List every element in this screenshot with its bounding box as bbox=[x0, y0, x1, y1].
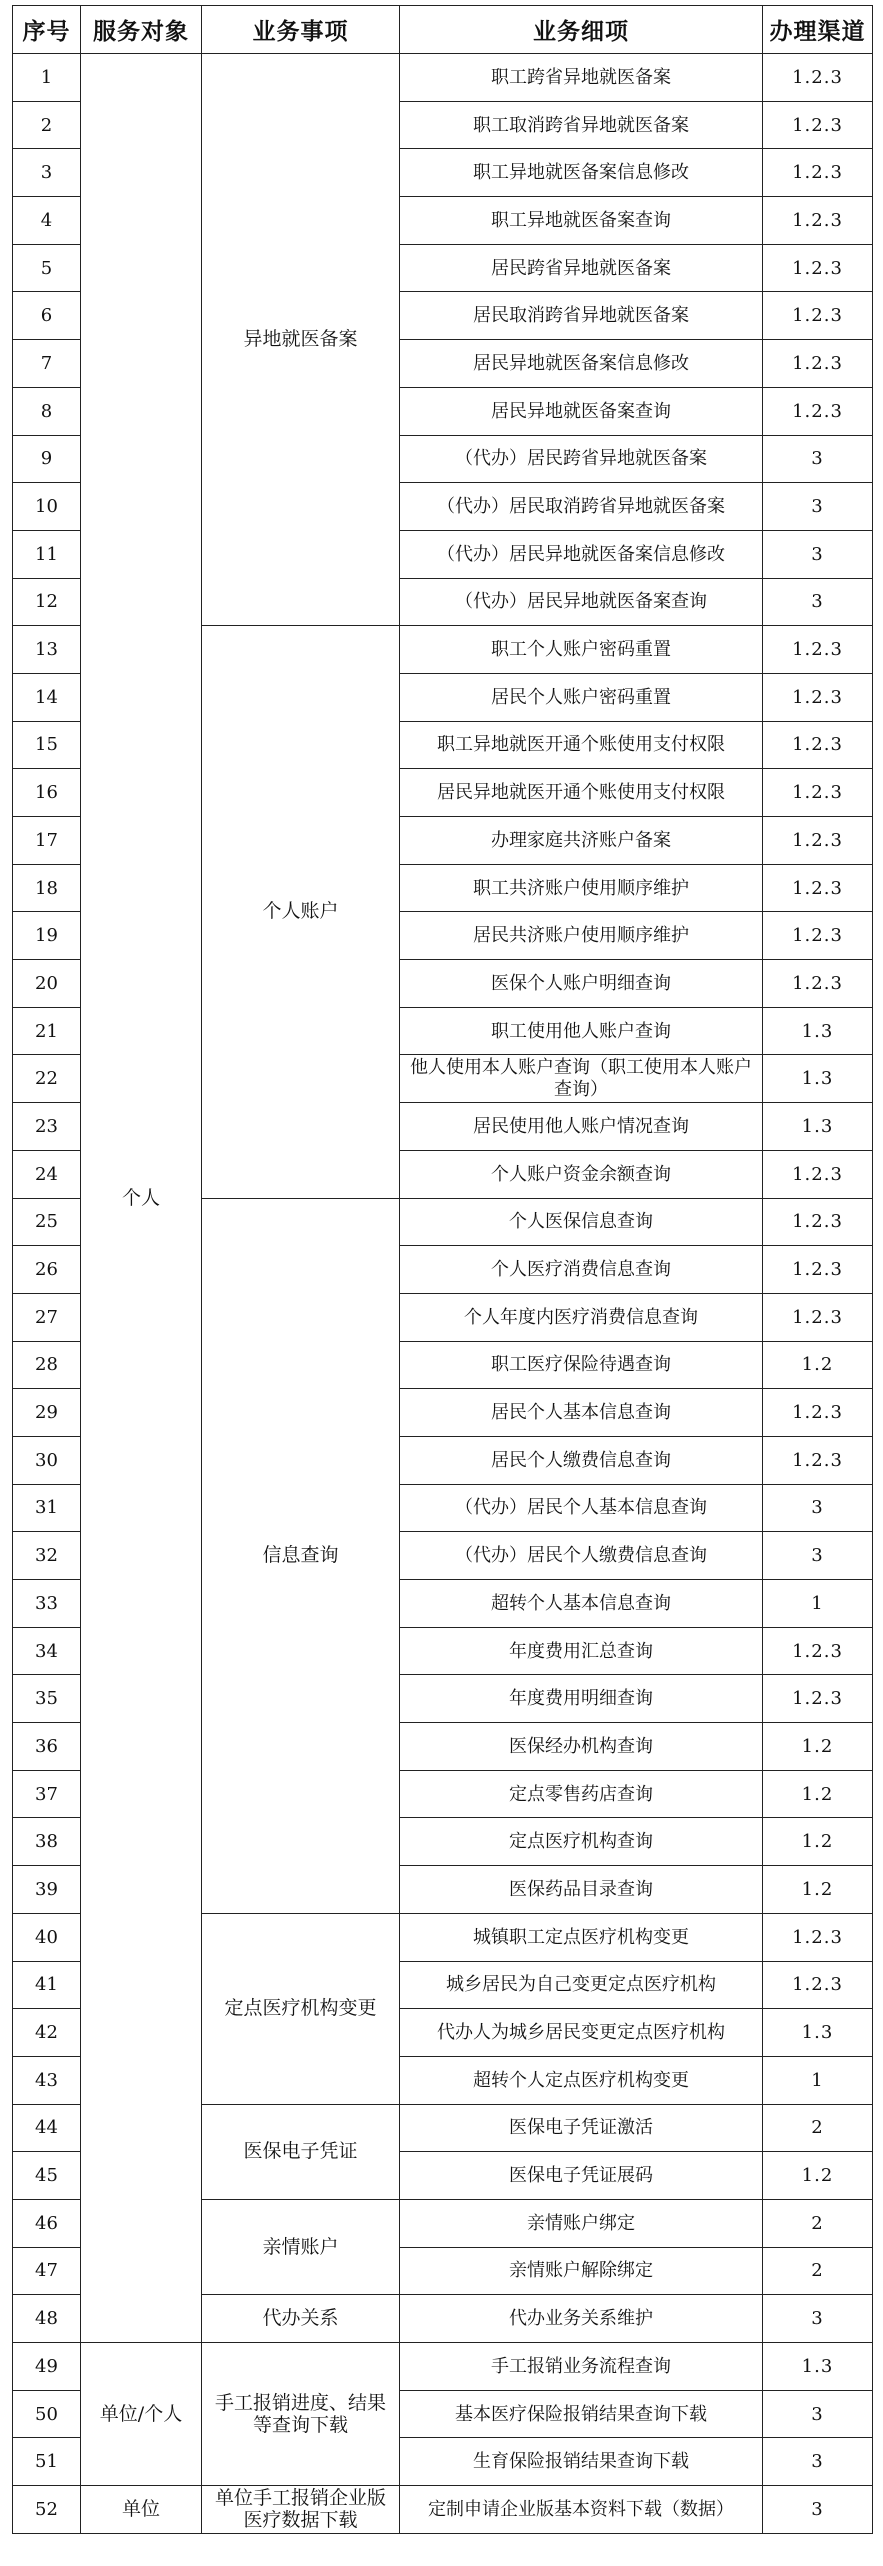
row-number: 42 bbox=[13, 2009, 81, 2057]
row-number: 45 bbox=[13, 2152, 81, 2200]
channel-cell: 1.2.3 bbox=[763, 1961, 873, 2009]
row-number: 3 bbox=[13, 149, 81, 197]
row-number: 30 bbox=[13, 1436, 81, 1484]
channel-cell: 1.3 bbox=[763, 1103, 873, 1151]
channel-cell: 1.2 bbox=[763, 1770, 873, 1818]
table-row bbox=[13, 2343, 873, 2391]
row-number: 25 bbox=[13, 1198, 81, 1246]
channel-cell: 1.2 bbox=[763, 1341, 873, 1389]
header-target: 服务对象 bbox=[81, 6, 202, 54]
detail-cell: 职工异地就医备案查询 bbox=[400, 197, 763, 245]
detail-cell: （代办）居民个人缴费信息查询 bbox=[400, 1532, 763, 1580]
row-number: 52 bbox=[13, 2486, 81, 2534]
detail-cell: 办理家庭共济账户备案 bbox=[400, 817, 763, 865]
row-number: 10 bbox=[13, 483, 81, 531]
row-number: 5 bbox=[13, 244, 81, 292]
detail-cell: 居民个人缴费信息查询 bbox=[400, 1436, 763, 1484]
row-number: 8 bbox=[13, 387, 81, 435]
header-detail: 业务细项 bbox=[400, 6, 763, 54]
row-number: 22 bbox=[13, 1055, 81, 1103]
row-number: 23 bbox=[13, 1103, 81, 1151]
matter-group-cell: 异地就医备案 bbox=[202, 54, 400, 626]
header-channel: 办理渠道 bbox=[763, 6, 873, 54]
detail-cell: 职工使用他人账户查询 bbox=[400, 1007, 763, 1055]
channel-cell: 1.2 bbox=[763, 1818, 873, 1866]
channel-cell: 3 bbox=[763, 2438, 873, 2486]
row-number: 48 bbox=[13, 2295, 81, 2343]
channel-cell: 1 bbox=[763, 1580, 873, 1628]
detail-cell: 医保个人账户明细查询 bbox=[400, 960, 763, 1008]
detail-cell: 居民个人基本信息查询 bbox=[400, 1389, 763, 1437]
row-number: 15 bbox=[13, 721, 81, 769]
channel-cell: 1.2.3 bbox=[763, 1198, 873, 1246]
channel-cell: 1.2.3 bbox=[763, 817, 873, 865]
detail-cell: 定点零售药店查询 bbox=[400, 1770, 763, 1818]
row-number: 26 bbox=[13, 1246, 81, 1294]
channel-cell: 1.2 bbox=[763, 1866, 873, 1914]
row-number: 19 bbox=[13, 912, 81, 960]
channel-cell: 1.2 bbox=[763, 1723, 873, 1771]
detail-cell: 年度费用汇总查询 bbox=[400, 1627, 763, 1675]
detail-cell: 职工共济账户使用顺序维护 bbox=[400, 864, 763, 912]
channel-cell: 3 bbox=[763, 2295, 873, 2343]
table-row bbox=[13, 54, 873, 102]
row-number: 20 bbox=[13, 960, 81, 1008]
row-number: 34 bbox=[13, 1627, 81, 1675]
channel-cell: 1.2.3 bbox=[763, 101, 873, 149]
channel-cell: 3 bbox=[763, 2486, 873, 2534]
detail-cell: （代办）居民取消跨省异地就医备案 bbox=[400, 483, 763, 531]
table-row bbox=[13, 2486, 873, 2534]
detail-cell: 居民共济账户使用顺序维护 bbox=[400, 912, 763, 960]
detail-cell: 超转个人定点医疗机构变更 bbox=[400, 2056, 763, 2104]
channel-cell: 1.2.3 bbox=[763, 292, 873, 340]
channel-cell: 3 bbox=[763, 1532, 873, 1580]
row-number: 9 bbox=[13, 435, 81, 483]
detail-cell: 职工异地就医备案信息修改 bbox=[400, 149, 763, 197]
row-number: 27 bbox=[13, 1293, 81, 1341]
detail-cell: 城乡居民为自己变更定点医疗机构 bbox=[400, 1961, 763, 2009]
detail-cell: （代办）居民跨省异地就医备案 bbox=[400, 435, 763, 483]
channel-cell: 2 bbox=[763, 2199, 873, 2247]
channel-cell: 1.2.3 bbox=[763, 721, 873, 769]
channel-cell: 1.2.3 bbox=[763, 149, 873, 197]
channel-cell: 1.2.3 bbox=[763, 1913, 873, 1961]
channel-cell: 1 bbox=[763, 2056, 873, 2104]
channel-cell: 1.2.3 bbox=[763, 673, 873, 721]
target-group-cell: 个人 bbox=[81, 54, 202, 2343]
detail-cell: 亲情账户绑定 bbox=[400, 2199, 763, 2247]
detail-cell: （代办）居民异地就医备案信息修改 bbox=[400, 530, 763, 578]
channel-cell: 3 bbox=[763, 530, 873, 578]
channel-cell: 3 bbox=[763, 435, 873, 483]
channel-cell: 1.3 bbox=[763, 2009, 873, 2057]
detail-cell: 生育保险报销结果查询下载 bbox=[400, 2438, 763, 2486]
row-number: 6 bbox=[13, 292, 81, 340]
row-number: 2 bbox=[13, 101, 81, 149]
channel-cell: 1.3 bbox=[763, 1055, 873, 1103]
channel-cell: 1.3 bbox=[763, 1007, 873, 1055]
detail-cell: 职工跨省异地就医备案 bbox=[400, 54, 763, 102]
row-number: 18 bbox=[13, 864, 81, 912]
matter-group-cell: 亲情账户 bbox=[202, 2199, 400, 2294]
detail-cell: （代办）居民个人基本信息查询 bbox=[400, 1484, 763, 1532]
matter-group-cell: 代办关系 bbox=[202, 2295, 400, 2343]
detail-cell: 居民异地就医备案查询 bbox=[400, 387, 763, 435]
detail-cell: 亲情账户解除绑定 bbox=[400, 2247, 763, 2295]
detail-cell: 职工个人账户密码重置 bbox=[400, 626, 763, 674]
row-number: 35 bbox=[13, 1675, 81, 1723]
row-number: 32 bbox=[13, 1532, 81, 1580]
channel-cell: 3 bbox=[763, 483, 873, 531]
row-number: 12 bbox=[13, 578, 81, 626]
detail-cell: 职工异地就医开通个账使用支付权限 bbox=[400, 721, 763, 769]
row-number: 44 bbox=[13, 2104, 81, 2152]
detail-cell: 医保电子凭证展码 bbox=[400, 2152, 763, 2200]
row-number: 29 bbox=[13, 1389, 81, 1437]
matter-group-cell: 手工报销进度、结果等查询下载 bbox=[202, 2343, 400, 2486]
channel-cell: 1.2.3 bbox=[763, 244, 873, 292]
row-number: 40 bbox=[13, 1913, 81, 1961]
target-group-cell: 单位 bbox=[81, 2486, 202, 2534]
detail-cell: 年度费用明细查询 bbox=[400, 1675, 763, 1723]
channel-cell: 1.2.3 bbox=[763, 626, 873, 674]
row-number: 39 bbox=[13, 1866, 81, 1914]
channel-cell: 1.2.3 bbox=[763, 769, 873, 817]
detail-cell: 居民异地就医开通个账使用支付权限 bbox=[400, 769, 763, 817]
detail-cell: 基本医疗保险报销结果查询下载 bbox=[400, 2390, 763, 2438]
detail-cell: 定点医疗机构查询 bbox=[400, 1818, 763, 1866]
channel-cell: 1.2.3 bbox=[763, 912, 873, 960]
row-number: 21 bbox=[13, 1007, 81, 1055]
row-number: 49 bbox=[13, 2343, 81, 2391]
row-number: 37 bbox=[13, 1770, 81, 1818]
detail-cell: 个人账户资金余额查询 bbox=[400, 1150, 763, 1198]
header-no: 序号 bbox=[13, 6, 81, 54]
row-number: 14 bbox=[13, 673, 81, 721]
header-matter: 业务事项 bbox=[202, 6, 400, 54]
channel-cell: 1.2.3 bbox=[763, 197, 873, 245]
matter-group-cell: 医保电子凭证 bbox=[202, 2104, 400, 2199]
detail-cell: 手工报销业务流程查询 bbox=[400, 2343, 763, 2391]
row-number: 50 bbox=[13, 2390, 81, 2438]
row-number: 31 bbox=[13, 1484, 81, 1532]
row-number: 46 bbox=[13, 2199, 81, 2247]
detail-cell: 居民个人账户密码重置 bbox=[400, 673, 763, 721]
matter-group-cell: 定点医疗机构变更 bbox=[202, 1913, 400, 2104]
detail-cell: 居民取消跨省异地就医备案 bbox=[400, 292, 763, 340]
detail-cell: （代办）居民异地就医备案查询 bbox=[400, 578, 763, 626]
detail-cell: 代办人为城乡居民变更定点医疗机构 bbox=[400, 2009, 763, 2057]
row-number: 1 bbox=[13, 54, 81, 102]
channel-cell: 1.2.3 bbox=[763, 340, 873, 388]
channel-cell: 1.2.3 bbox=[763, 1293, 873, 1341]
channel-cell: 1.2 bbox=[763, 2152, 873, 2200]
row-number: 4 bbox=[13, 197, 81, 245]
channel-cell: 1.3 bbox=[763, 2343, 873, 2391]
row-number: 11 bbox=[13, 530, 81, 578]
channel-cell: 2 bbox=[763, 2104, 873, 2152]
row-number: 13 bbox=[13, 626, 81, 674]
detail-cell: 定制申请企业版基本资料下载（数据） bbox=[400, 2486, 763, 2534]
detail-cell: 超转个人基本信息查询 bbox=[400, 1580, 763, 1628]
matter-group-cell: 单位手工报销企业版医疗数据下载 bbox=[202, 2486, 400, 2534]
matter-group-cell: 个人账户 bbox=[202, 626, 400, 1198]
channel-cell: 1.2.3 bbox=[763, 1150, 873, 1198]
detail-cell: 个人年度内医疗消费信息查询 bbox=[400, 1293, 763, 1341]
detail-cell: 医保经办机构查询 bbox=[400, 1723, 763, 1771]
channel-cell: 3 bbox=[763, 2390, 873, 2438]
channel-cell: 3 bbox=[763, 1484, 873, 1532]
detail-cell: 居民使用他人账户情况查询 bbox=[400, 1103, 763, 1151]
row-number: 33 bbox=[13, 1580, 81, 1628]
row-number: 43 bbox=[13, 2056, 81, 2104]
detail-cell: 他人使用本人账户查询（职工使用本人账户查询） bbox=[400, 1055, 763, 1103]
row-number: 24 bbox=[13, 1150, 81, 1198]
row-number: 36 bbox=[13, 1723, 81, 1771]
channel-cell: 2 bbox=[763, 2247, 873, 2295]
row-number: 51 bbox=[13, 2438, 81, 2486]
row-number: 47 bbox=[13, 2247, 81, 2295]
target-group-cell: 单位/个人 bbox=[81, 2343, 202, 2486]
detail-cell: 医保电子凭证激活 bbox=[400, 2104, 763, 2152]
detail-cell: 医保药品目录查询 bbox=[400, 1866, 763, 1914]
channel-cell: 1.2.3 bbox=[763, 1389, 873, 1437]
detail-cell: 个人医疗消费信息查询 bbox=[400, 1246, 763, 1294]
channel-cell: 1.2.3 bbox=[763, 54, 873, 102]
row-number: 41 bbox=[13, 1961, 81, 2009]
row-number: 7 bbox=[13, 340, 81, 388]
channel-cell: 3 bbox=[763, 578, 873, 626]
channel-cell: 1.2.3 bbox=[763, 387, 873, 435]
channel-cell: 1.2.3 bbox=[763, 864, 873, 912]
channel-cell: 1.2.3 bbox=[763, 1246, 873, 1294]
row-number: 17 bbox=[13, 817, 81, 865]
detail-cell: 代办业务关系维护 bbox=[400, 2295, 763, 2343]
services-table bbox=[12, 5, 873, 2534]
row-number: 38 bbox=[13, 1818, 81, 1866]
row-number: 16 bbox=[13, 769, 81, 817]
detail-cell: 城镇职工定点医疗机构变更 bbox=[400, 1913, 763, 1961]
matter-group-cell: 信息查询 bbox=[202, 1198, 400, 1913]
detail-cell: 居民跨省异地就医备案 bbox=[400, 244, 763, 292]
detail-cell: 居民异地就医备案信息修改 bbox=[400, 340, 763, 388]
channel-cell: 1.2.3 bbox=[763, 960, 873, 1008]
channel-cell: 1.2.3 bbox=[763, 1436, 873, 1484]
row-number: 28 bbox=[13, 1341, 81, 1389]
channel-cell: 1.2.3 bbox=[763, 1675, 873, 1723]
channel-cell: 1.2.3 bbox=[763, 1627, 873, 1675]
header-row bbox=[13, 6, 873, 54]
detail-cell: 职工医疗保险待遇查询 bbox=[400, 1341, 763, 1389]
detail-cell: 职工取消跨省异地就医备案 bbox=[400, 101, 763, 149]
detail-cell: 个人医保信息查询 bbox=[400, 1198, 763, 1246]
